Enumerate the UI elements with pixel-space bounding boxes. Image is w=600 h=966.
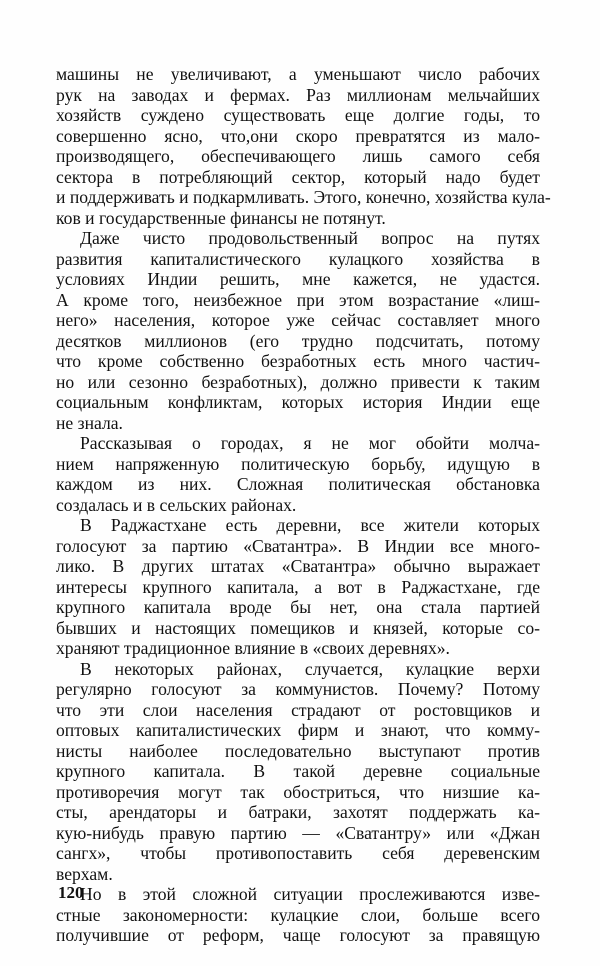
text-line: крупного капитала вроде бы нет, она стала партией xyxy=(56,597,540,617)
text-line: создалась и в сельских районах. xyxy=(56,494,297,515)
text-line: А кроме того, неизбежное при этом возрастание «лиш- xyxy=(56,289,540,310)
text-line: что эти слои населения страдают от ростовщиков и xyxy=(56,699,540,720)
text-line: но или сезонно безработных), должно привести к таким xyxy=(56,371,540,392)
text-line: и поддерживать и подкармливать. Этого, конечно, хозяйства кула- xyxy=(56,187,551,207)
text-line: голосуют за партию «Сватантра». В Индии все много- xyxy=(56,535,540,556)
body-text xyxy=(56,64,551,946)
paragraph-first-line: Но в этой сложной ситуации прослеживаются изве- xyxy=(80,884,540,904)
text-line: хозяйств суждено существовать еще долгие годы, то xyxy=(56,105,540,125)
text-line: каждом из них. Сложная политическая обстановка xyxy=(56,474,540,494)
text-line: получившие от реформ, чаще голосуют за правящую xyxy=(56,925,540,945)
text-line: совершенно ясно, что,они скоро превратятся из мало- xyxy=(56,125,540,146)
text-line: нисты наиболее последовательно выступают против xyxy=(56,740,540,761)
page-number: 120 xyxy=(58,883,84,902)
text-line: него» населения, которое уже сейчас составляет много xyxy=(56,310,540,330)
text-line: десятков миллионов (его трудно подсчитать, потому xyxy=(56,330,540,351)
text-line: условиях Индии решить, мне кажется, не удастся. xyxy=(56,269,540,289)
text-line: верхам. xyxy=(56,863,113,884)
text-line: регулярно голосуют за коммунистов. Почему? Потому xyxy=(56,679,540,699)
text-line: кую-нибудь правую партию — «Сватантру» или «Джан xyxy=(56,822,540,843)
text-line: стные закономерности: кулацкие слои, больше всего xyxy=(56,904,540,925)
text-line: храняют традиционное влияние в «своих деревнях». xyxy=(56,638,450,658)
text-line: рук на заводах и фермах. Раз миллионам мельчайших xyxy=(56,84,540,105)
text-line: производящего, обеспечивающего лишь самого себя xyxy=(56,146,540,166)
text-line: лико. В других штатах «Сватантра» обычно выражает xyxy=(56,556,540,576)
paragraph-first-line: Даже чисто продовольственный вопрос на путях xyxy=(80,228,540,248)
text-line: нием напряженную политическую борьбу, идущую в xyxy=(56,453,540,474)
paragraph-first-line: В Раджастхане есть деревни, все жители которых xyxy=(80,515,540,535)
text-line: не знала. xyxy=(56,412,123,433)
paragraph-first-line: Рассказывая о городах, я не мог обойти молча- xyxy=(80,433,540,453)
text-line: бывших и настоящих помещиков и князей, которые со- xyxy=(56,617,540,638)
paragraph-first-line: В некоторых районах, случается, кулацкие верхи xyxy=(80,658,540,679)
text-line: что кроме собственно безработных есть много частич- xyxy=(56,351,540,371)
text-line: сангх», чтобы противопоставить себя деревенским xyxy=(56,843,540,863)
text-line: сектора в потребляющий сектор, который надо будет xyxy=(56,166,540,187)
text-line: сты, арендаторы и батраки, захотят поддержать ка- xyxy=(56,802,540,822)
text-line: социальным конфликтам, которых история Индии еще xyxy=(56,392,540,412)
text-line: интересы крупного капитала, а вот в Раджастхане, где xyxy=(56,576,540,597)
text-line: развития капиталистического кулацкого хозяйства в xyxy=(56,248,540,269)
text-line: оптовых капиталистических фирм и знают, что комму- xyxy=(56,720,540,740)
text-line: противоречия могут так обостриться, что низшие ка- xyxy=(56,781,540,802)
text-line: ков и государственные финансы не потянут. xyxy=(56,207,386,228)
text-line: крупного капитала. В такой деревне социальные xyxy=(56,761,540,781)
text-line: машины не увеличивают, а уменьшают число рабочих xyxy=(56,64,540,84)
